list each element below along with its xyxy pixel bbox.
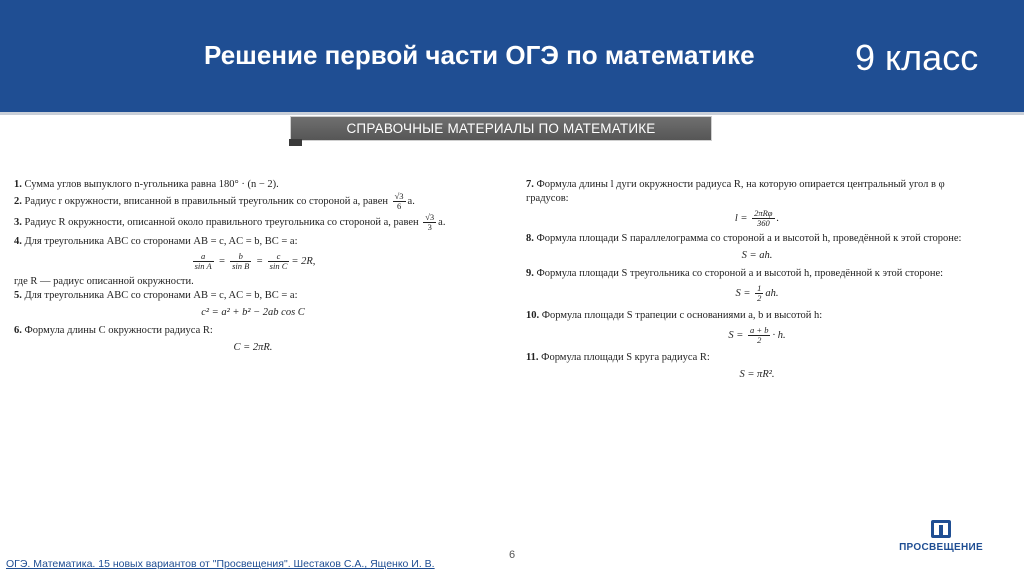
trapezoid-area-formula: S = $\frac{a + b}{2}$ · h. [728, 325, 786, 345]
arc-length-formula: l = $\frac{\text{2πRφ}}{360}$ . [734, 208, 780, 228]
reference-item-8: 8. Формула площади S параллелограмма со стороной a и высотой h, проведённой к этой стороне: S = ah. [526, 232, 988, 263]
reference-item-11: 11. Формула площади S круга радиуса R: S = πR². [526, 351, 988, 382]
reference-item-2: 2. Радиус r окружности, вписанной в правильный треугольник со стороной a, равен $\frac{√3}{6}$ a. [14, 191, 415, 211]
circumference-formula: C = 2πR. [233, 342, 273, 353]
reference-item-9: 9. Формула площади S треугольника со стороной a и высотой h, проведённой к этой стороне: S = $\frac{1}{2}$ ah. [526, 267, 988, 303]
publisher-logo [890, 520, 992, 556]
banner-corner-decoration [289, 139, 302, 146]
publisher-name: ПРОСВЕЩЕНИЕ [899, 542, 983, 553]
header-divider [0, 112, 1024, 115]
reference-item-5: 5. Для треугольника ABC со сторонами AB = c, AC = b, BC = a: c² = a² + b² − 2ab cos C [14, 289, 492, 320]
source-link[interactable]: ОГЭ. Математика. 15 новых вариантов от "Просвещения". Шестаков С.А., Ященко И. В. [6, 558, 435, 570]
law-of-sines-formula: $\frac{a}{\text{sin A}}$ = $\frac{b}{\text{sin B}}$ = $\frac{c}{\text{sin C}}$ = 2R, [194, 251, 316, 271]
reference-item-4: 4. Для треугольника ABC со сторонами AB = c, AC = b, BC = a: $\frac{a}{\text{sin A}}$ = $\frac{b}{\text{sin B}}$ = $\frac{c}{\text{sin C}}$ = 2R, где R — радиус описанной окружности. [14, 235, 492, 289]
reference-item-7: 7. Формула длины l дуги окружности радиуса R, на которую опирается центральный угол в φ градусов: l = $\frac{\text{2πRφ}}{360}$ . [526, 178, 988, 228]
reference-item-10: 10. Формула площади S трапеции с основаниями a, b и высотой h: S = $\frac{a + b}{2}$ · h. [526, 309, 988, 345]
law-of-cosines-formula: c² = a² + b² − 2ab cos C [201, 307, 305, 318]
reference-item-3: 3. Радиус R окружности, описанной около правильного треугольника со стороной a, равен $\frac{√3}{3}$ a. [14, 212, 446, 232]
fraction-sqrt3-over-6: $\frac{√3}{6}$ [394, 191, 404, 211]
circle-area-formula: S = πR². [739, 369, 775, 380]
reference-column-right [526, 178, 988, 386]
page-title: Решение первой части ОГЭ по математике [204, 40, 755, 70]
reference-column-left [14, 178, 492, 359]
book-logo-icon [931, 520, 951, 538]
grade-label: 9 класс [855, 37, 979, 78]
page-number: 6 [509, 549, 516, 561]
parallelogram-area-formula: S = ah. [741, 250, 773, 261]
header-bar [0, 0, 1024, 112]
fraction-sqrt3-over-3: $\frac{√3}{3}$ [425, 212, 435, 232]
reference-item-1: 1. Сумма углов выпуклого n-угольника равна 180° · (n − 2). [14, 179, 279, 190]
reference-item-6: 6. Формула длины C окружности радиуса R: C = 2πR. [14, 324, 492, 355]
section-banner: СПРАВОЧНЫЕ МАТЕРИАЛЫ ПО МАТЕМАТИКЕ [290, 116, 712, 141]
triangle-area-formula: S = $\frac{1}{2}$ ah. [735, 283, 779, 303]
